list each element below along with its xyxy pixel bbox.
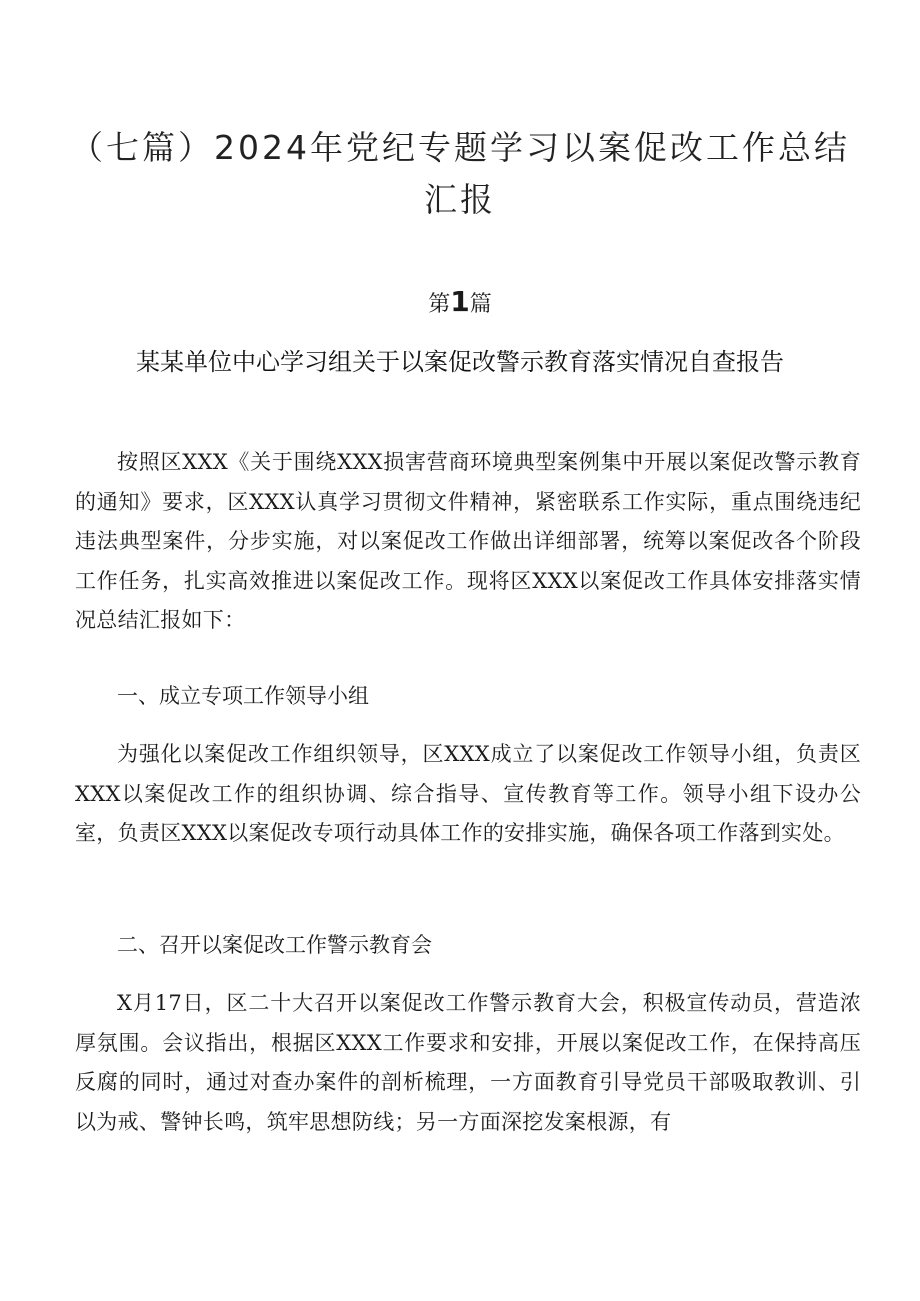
chapter-number: 1 (450, 285, 470, 318)
chapter-label (0, 284, 920, 323)
section-1-paragraph: 为强化以案促改工作组织领导，区XXX成立了以案促改工作领导小组，负责区XXX以案促改工作的组织协调、综合指导、宣传教育等工作。领导小组下设办公室，负责区XXX以案促改专项行动具体工作的安排实施，确保各项工作落到实处。 (75, 742, 861, 845)
document-title: （七篇）2024年党纪专题学习以案促改工作总结汇报 (70, 128, 850, 219)
report-title: 某某单位中心学习组关于以案促改警示教育落实情况自查报告 (136, 348, 784, 376)
section-2-heading: 二、召开以案促改工作警示教育会 (117, 933, 432, 957)
section-2-paragraph: X月17日，区二十大召开以案促改工作警示教育大会，积极宣传动员，营造浓厚氛围。会议指出，根据区XXX工作要求和安排，开展以案促改工作，在保持高压反腐的同时，通过对查办案件的剖析梳理，一方面教育引导党员干部吸取教训、引以为戒、警钟长鸣，筑牢思想防线；另一方面深挖发案根源，有 (75, 991, 861, 1134)
section-1-heading: 一、成立专项工作领导小组 (117, 684, 369, 708)
chapter-prefix: 第 (428, 292, 451, 317)
chapter-suffix: 篇 (469, 292, 492, 317)
intro-paragraph: 按照区XXX《关于围绕XXX损害营商环境典型案例集中开展以案促改警示教育的通知》要求，区XXX认真学习贯彻文件精神，紧密联系工作实际，重点围绕违纪违法典型案件，分步实施，对以案促改工作做出详细部署，统筹以案促改各个阶段工作任务，扎实高效推进以案促改工作。现将区XXX以案促改工作具体安排落实情况总结汇报如下： (75, 450, 861, 632)
